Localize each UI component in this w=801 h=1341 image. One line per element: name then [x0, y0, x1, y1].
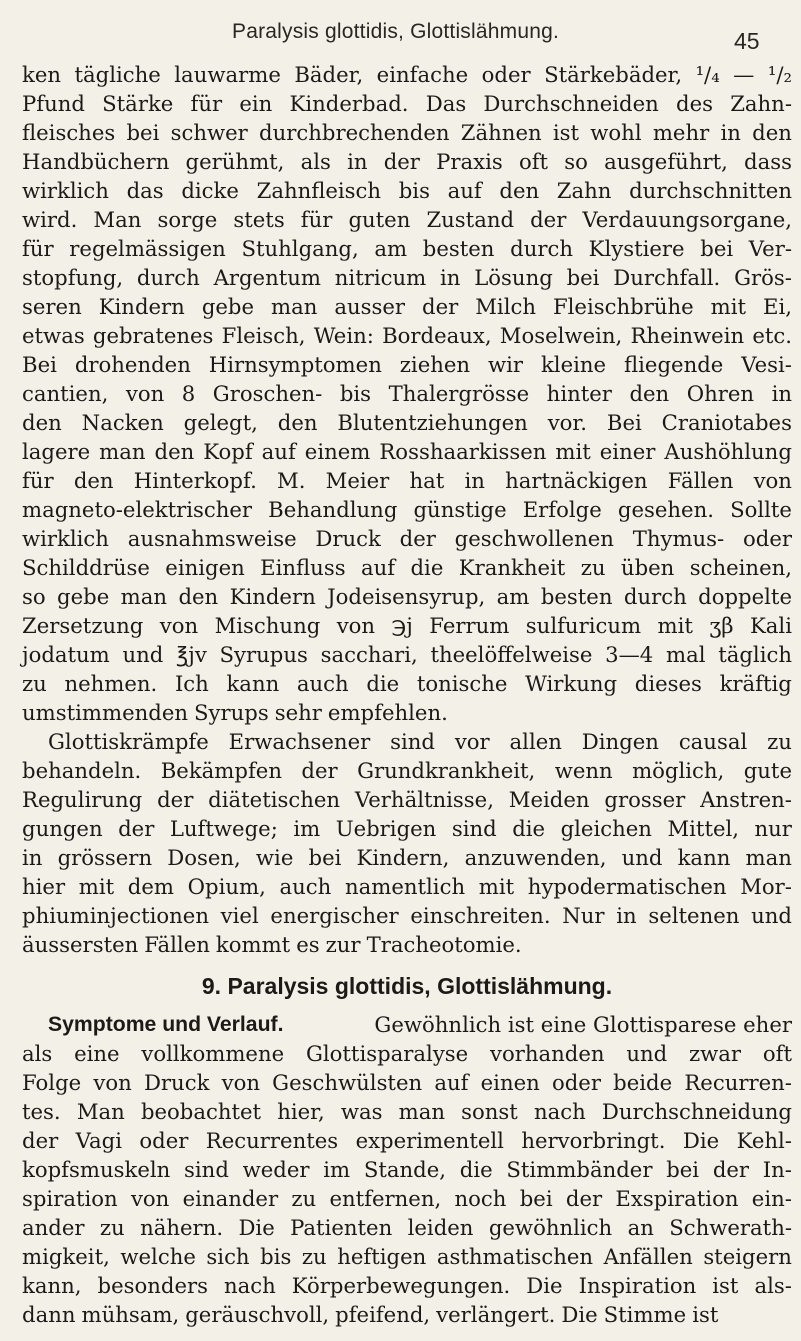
running-title: Paralysis glottidis, Glottislähmung. — [232, 20, 559, 43]
text-line: umstimmenden Syrups sehr empfehlen. — [22, 700, 448, 725]
text-line: für den Hinterkopf. M. Meier hat in hartnäckigen Fällen von — [22, 468, 792, 493]
text-line: äussersten Fällen kommt es zur Tracheotomie. — [22, 932, 522, 957]
text-line: kann, besonders nach Körperbewegungen. Die Inspiration ist als- — [22, 1273, 792, 1298]
text-line: Zersetzung von Mischung von ℈j Ferrum sulfuricum mit ʒβ Kali — [22, 613, 792, 638]
text-line: Bei drohenden Hirnsymptomen ziehen wir kleine fliegende Vesi- — [22, 352, 792, 377]
text-line — [22, 1010, 792, 1039]
text-line: ken tägliche lauwarme Bäder, einfache oder Stärkebäder, ¹/₄ — ¹/₂ — [22, 62, 792, 87]
text-line: der Vagi oder Recurrentes experimentell hervorbringt. Die Kehl- — [22, 1128, 792, 1153]
text-line: Handbüchern gerühmt, als in der Praxis oft so ausgeführt, dass — [22, 149, 792, 174]
text-line: migkeit, welche sich bis zu heftigen asthmatischen Anfällen steigern — [22, 1244, 792, 1269]
text-line: lagere man den Kopf auf einem Rosshaarkissen mit einer Aushöhlung — [22, 439, 792, 464]
page-number: 45 — [734, 28, 760, 54]
body-text — [22, 60, 792, 1329]
text-line: seren Kindern gebe man ausser der Milch Fleischbrühe mit Ei, — [22, 294, 792, 319]
paragraph-continued — [22, 60, 792, 727]
text-line: ander zu nähern. Die Patienten leiden gewöhnlich an Schwerath- — [22, 1215, 792, 1240]
text-line: magneto-elektrischer Behandlung günstige Erfolge gesehen. Sollte — [22, 497, 792, 522]
text-line: Folge von Druck von Geschwülsten auf einen oder beide Recurren- — [22, 1070, 792, 1095]
text-line: den Nacken gelegt, den Blutentziehungen vor. Bei Craniotabes — [22, 410, 792, 435]
text-line: cantien, von 8 Groschen- bis Thalergrösse hinter den Ohren in — [22, 381, 792, 406]
text-line: wirklich das dicke Zahnfleisch bis auf den Zahn durchschnitten — [22, 178, 792, 203]
text-line: tes. Man beobachtet hier, was man sonst nach Durchschneidung — [22, 1099, 792, 1124]
paragraph-glottiskraempfe — [22, 727, 792, 959]
text-line: gungen der Luftwege; im Uebrigen sind die gleichen Mittel, nur — [22, 816, 792, 841]
running-head — [0, 14, 801, 54]
text-line: fleisches bei schwer durchbrechenden Zähnen ist wohl mehr in den — [22, 120, 792, 145]
text-line: dann mühsam, geräuschvoll, pfeifend, verlängert. Die Stimme ist — [22, 1302, 719, 1327]
text-line: wird. Man sorge stets für guten Zustand der Verdauungsorgane, — [22, 207, 792, 232]
text-line: phiuminjectionen viel energischer einschreiten. Nur in seltenen und — [22, 903, 792, 928]
run-in-heading: Symptome und Verlauf. — [48, 1013, 284, 1036]
paragraph-symptome — [22, 1010, 792, 1329]
text-line: wirklich ausnahmsweise Druck der geschwollenen Thymus- oder — [22, 526, 792, 551]
text-line: in grössern Dosen, wie bei Kindern, anzuwenden, und kann man — [22, 845, 792, 870]
text-line: hier mit dem Opium, auch namentlich mit hypodermatischen Mor- — [22, 874, 792, 899]
text-line: Glottiskrämpfe Erwachsener sind vor allen Dingen causal zu — [48, 729, 792, 754]
text-line: Regulirung der diätetischen Verhältnisse, Meiden grosser Anstren- — [22, 787, 792, 812]
text-line: stopfung, durch Argentum nitricum in Lösung bei Durchfall. Grös- — [22, 265, 792, 290]
text-line-rest: Gewöhnlich ist eine Glottisparese eher — [374, 1012, 792, 1037]
text-line: als eine vollkommene Glottisparalyse vorhanden und zwar oft — [22, 1041, 792, 1066]
text-line: jodatum und ℥jv Syrupus sacchari, theelöffelweise 3—4 mal täglich — [22, 642, 792, 667]
text-line: etwas gebratenes Fleisch, Wein: Bordeaux, Moselwein, Rheinwein etc. — [22, 323, 792, 348]
text-line: für regelmässigen Stuhlgang, am besten durch Klystiere bei Ver- — [22, 236, 792, 261]
text-line: behandeln. Bekämpfen der Grundkrankheit, wenn möglich, gute — [22, 758, 792, 783]
text-line: Schilddrüse einigen Einfluss auf die Krankheit zu üben scheinen, — [22, 555, 792, 580]
text-line: zu nehmen. Ich kann auch die tonische Wirkung dieses kräftig — [22, 671, 792, 696]
section-heading: 9. Paralysis glottidis, Glottislähmung. — [201, 973, 613, 999]
text-line: so gebe man den Kindern Jodeisensyrup, am besten durch doppelte — [22, 584, 792, 609]
text-line: Pfund Stärke für ein Kinderbad. Das Durchschneiden des Zahn- — [22, 91, 792, 116]
text-line: kopfsmuskeln sind weder im Stande, die Stimmbänder bei der In- — [22, 1157, 792, 1182]
text-line: spiration von einander zu entfernen, noch bei der Exspiration ein- — [22, 1186, 792, 1211]
